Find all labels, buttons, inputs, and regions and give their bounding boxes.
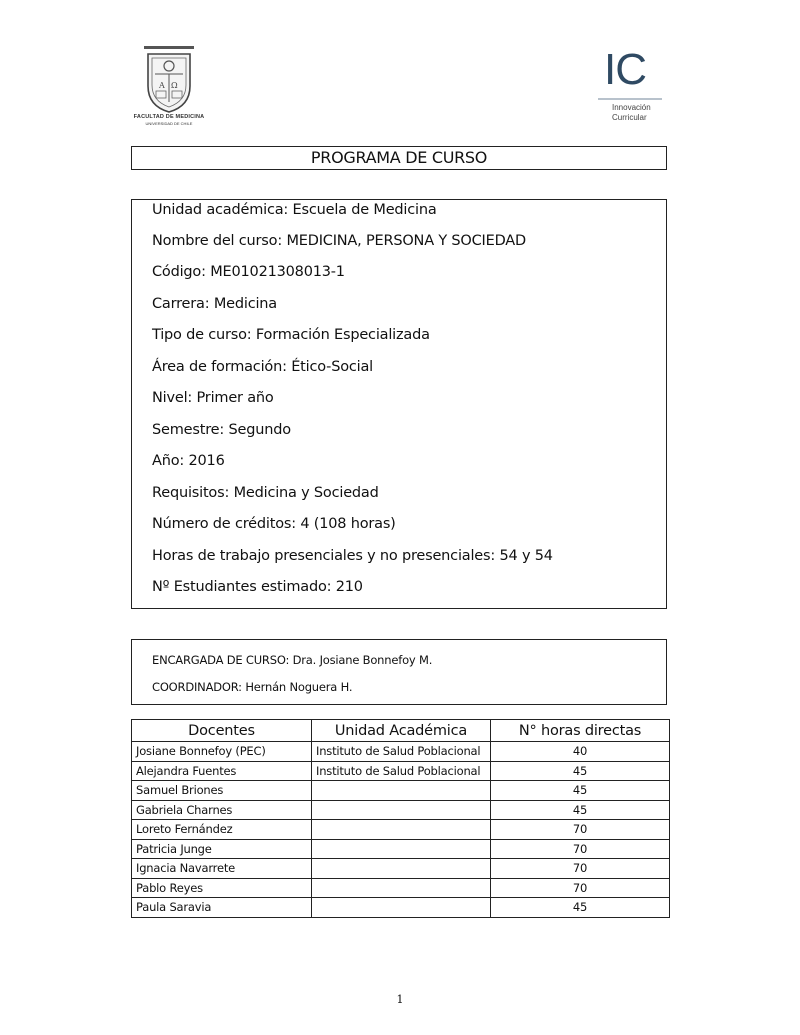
table-row — [132, 781, 670, 801]
innovacion-curricular-logo — [598, 46, 662, 126]
table-row — [132, 859, 670, 879]
info-nivel: Nivel: Primer año — [152, 390, 274, 406]
cell-unidad: Instituto de Salud Poblacional — [312, 761, 491, 781]
info-carrera: Carrera: Medicina — [152, 296, 277, 312]
info-semestre: Semestre: Segundo — [152, 422, 291, 438]
cell-horas: 45 — [491, 781, 670, 801]
medicine-crest-icon — [140, 44, 198, 114]
encargada-line: ENCARGADA DE CURSO: Dra. Josiane Bonnefoy M. — [152, 653, 433, 667]
info-tipo: Tipo de curso: Formación Especializada — [152, 327, 430, 343]
cell-docente: Patricia Junge — [132, 839, 312, 859]
column-header-docentes: Docentes — [132, 720, 312, 742]
cell-docente: Alejandra Fuentes — [132, 761, 312, 781]
table-row — [132, 839, 670, 859]
page-title: PROGRAMA DE CURSO — [131, 146, 667, 170]
cell-unidad — [312, 800, 491, 820]
logo-mark: IC — [604, 45, 646, 94]
info-anio: Año: 2016 — [152, 453, 225, 469]
svg-text:Ω: Ω — [171, 81, 178, 90]
docentes-table — [131, 719, 670, 918]
cell-horas: 70 — [491, 839, 670, 859]
info-estudiantes: Nº Estudiantes estimado: 210 — [152, 579, 363, 595]
cell-unidad — [312, 781, 491, 801]
cell-unidad: Instituto de Salud Poblacional — [312, 742, 491, 762]
info-codigo: Código: ME01021308013-1 — [152, 264, 345, 280]
logo-text-line1: Innovación — [612, 103, 651, 112]
cell-docente: Pablo Reyes — [132, 878, 312, 898]
cell-horas: 45 — [491, 898, 670, 918]
cell-docente: Ignacia Navarrete — [132, 859, 312, 879]
table-row — [132, 878, 670, 898]
info-area: Área de formación: Ético-Social — [152, 359, 373, 375]
cell-horas: 45 — [491, 761, 670, 781]
coordinador-line: COORDINADOR: Hernán Noguera H. — [152, 680, 353, 694]
cell-unidad — [312, 898, 491, 918]
column-header-horas: N° horas directas — [491, 720, 670, 742]
cell-horas: 45 — [491, 800, 670, 820]
cell-unidad — [312, 878, 491, 898]
cell-horas: 70 — [491, 859, 670, 879]
logo-text-line2: Curricular — [612, 113, 647, 122]
cell-unidad — [312, 859, 491, 879]
cell-unidad — [312, 839, 491, 859]
table-row — [132, 820, 670, 840]
cell-horas: 70 — [491, 878, 670, 898]
table-row — [132, 898, 670, 918]
cell-docente: Loreto Fernández — [132, 820, 312, 840]
logo-caption-faculty: FACULTAD DE MEDICINA — [133, 114, 205, 120]
table-row — [132, 742, 670, 762]
cell-docente: Paula Saravia — [132, 898, 312, 918]
cell-docente: Gabriela Charnes — [132, 800, 312, 820]
info-nombre: Nombre del curso: MEDICINA, PERSONA Y SOCIEDAD — [152, 233, 526, 249]
cell-horas: 70 — [491, 820, 670, 840]
info-horas: Horas de trabajo presenciales y no presenciales: 54 y 54 — [152, 548, 553, 564]
svg-text:A: A — [159, 81, 165, 90]
column-header-unidad: Unidad Académica — [312, 720, 491, 742]
page-number: 1 — [396, 993, 404, 1006]
table-row — [132, 800, 670, 820]
cell-horas: 40 — [491, 742, 670, 762]
logo-divider — [598, 98, 662, 100]
facultad-medicina-logo — [133, 44, 205, 126]
info-unidad: Unidad académica: Escuela de Medicina — [152, 202, 437, 218]
table-row — [132, 761, 670, 781]
info-requisitos: Requisitos: Medicina y Sociedad — [152, 485, 379, 501]
cell-docente: Samuel Briones — [132, 781, 312, 801]
table-header-row — [132, 720, 670, 742]
info-creditos: Número de créditos: 4 (108 horas) — [152, 516, 396, 532]
course-info-box — [131, 199, 667, 609]
cell-unidad — [312, 820, 491, 840]
logo-caption-university: UNIVERSIDAD DE CHILE — [145, 121, 193, 126]
course-leaders-box — [131, 639, 667, 705]
cell-docente: Josiane Bonnefoy (PEC) — [132, 742, 312, 762]
